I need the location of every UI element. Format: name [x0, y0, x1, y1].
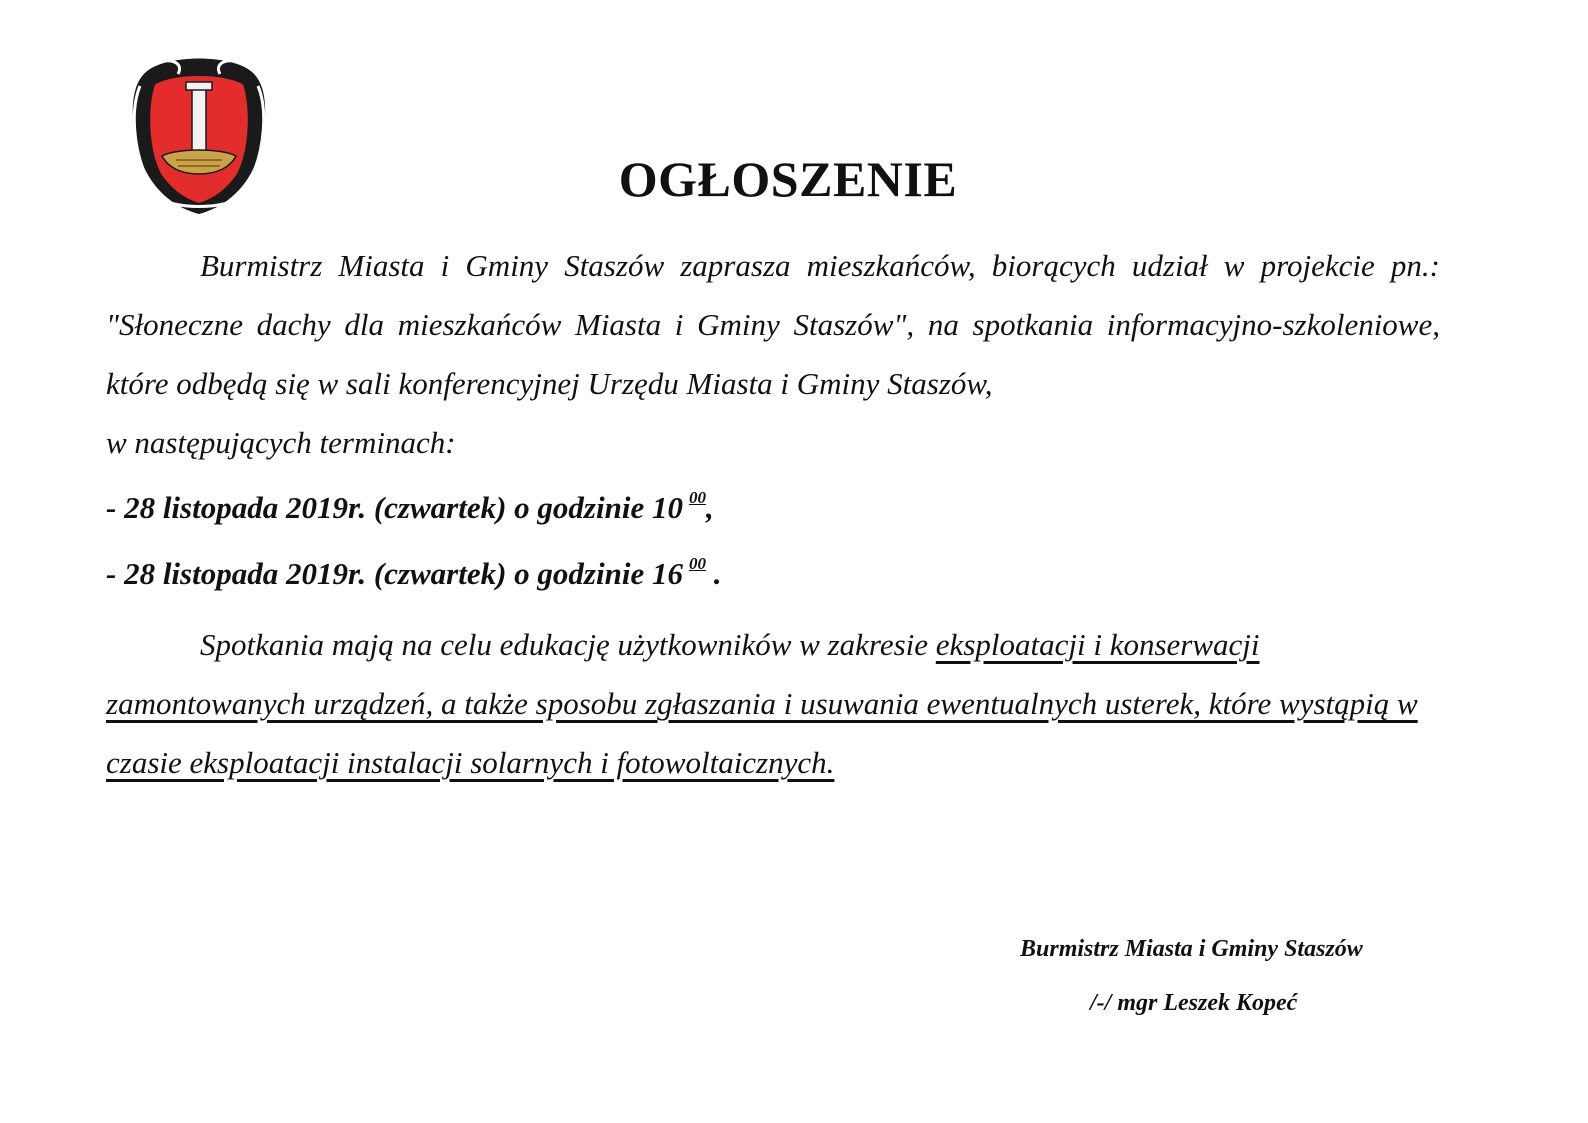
- meeting-date-2-minutes: 00: [688, 553, 706, 573]
- intro-text: Burmistrz Miasta i Gminy Staszów zaprasza mieszkańców, biorących udział w projekcie pn.: "Słoneczne dachy dla mieszkańców Miasta i Gminy Staszów", na spotkania informacyjno-szkoleniowe, które odbędą się w sali konferencyjnej Urzędu Miasta i Gminy Staszów,: [106, 248, 1440, 401]
- announcement-title: OGŁOSZENIE: [618, 151, 958, 207]
- signature-title: Burmistrz Miasta i Gminy Staszów: [1020, 936, 1363, 962]
- meeting-date-2: - 28 listopada 2019r. (czwartek) o godzinie 16 $^{00}$ .: [106, 553, 722, 591]
- meeting-date-1: - 28 listopada 2019r. (czwartek) o godzinie 10 $^{00}$,: [106, 487, 714, 525]
- purpose-paragraph: [106, 615, 1440, 792]
- purpose-text: Spotkania mają na celu edukację użytkowników w zakresie: [200, 627, 936, 662]
- signature-name: /-/ mgr Leszek Kopeć: [1090, 990, 1298, 1016]
- intro-text-terms: w następujących terminach:: [106, 425, 456, 460]
- meeting-date-1-minutes: 00: [688, 487, 706, 507]
- purpose-underlined-text: eksploatacji i konserwacji zamontowanych urządzeń, a także sposobu zgłaszania i usuwania ewentualnych usterek, które wystąpią w czasie eksploatacji instalacji solarnych i fotowoltaicznych.: [106, 627, 1418, 780]
- intro-paragraph: [106, 236, 1440, 472]
- crest-column: [192, 88, 206, 154]
